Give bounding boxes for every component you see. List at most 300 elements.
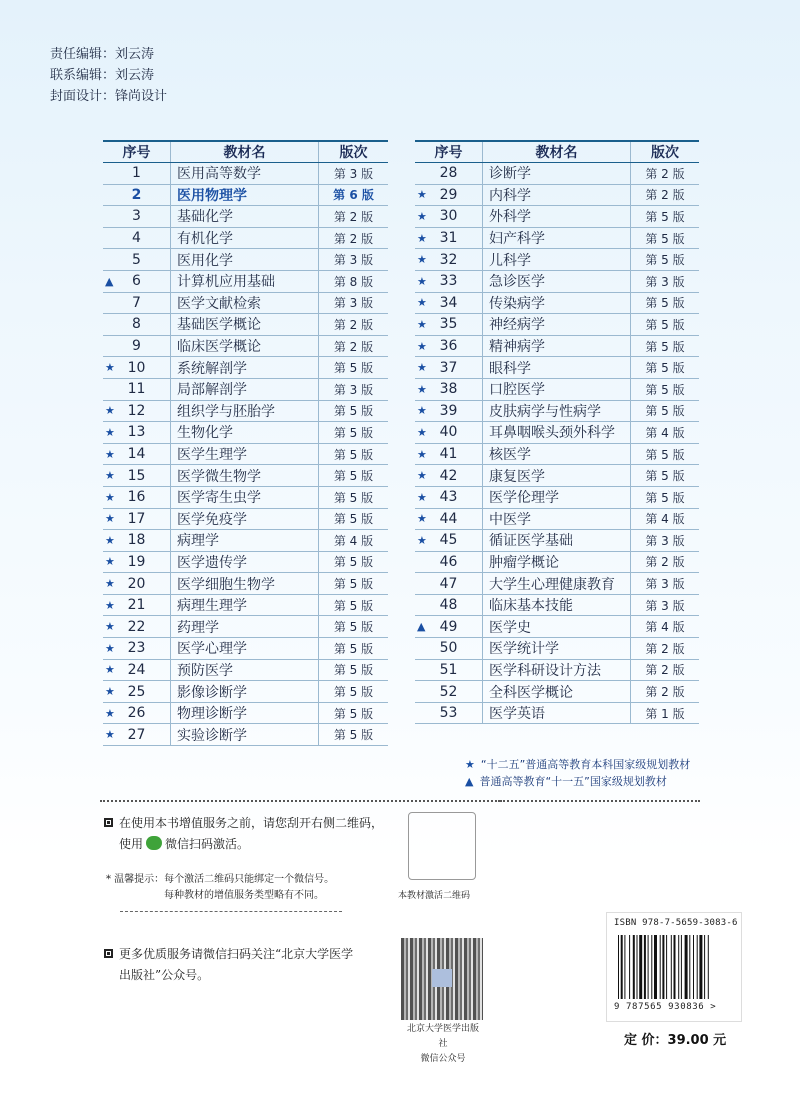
row-edition: 第 5 版: [333, 598, 374, 613]
row-title: 物理诊断学: [171, 703, 319, 724]
table-row: [415, 444, 699, 466]
barcode-bar: [678, 935, 679, 999]
row-number: [415, 573, 483, 594]
row-number: [415, 185, 483, 206]
isbn-text: ISBN 978-7-5659-3083-6: [614, 918, 738, 928]
row-edition: 第 3 版: [645, 577, 685, 592]
row-title: 全科医学概论: [483, 681, 631, 702]
table-row: [415, 206, 699, 228]
row-title: 急诊医学: [483, 271, 631, 292]
star-icon: ★: [417, 361, 427, 375]
row-title: 有机化学: [171, 228, 319, 249]
table-row: [103, 163, 388, 185]
star-icon: ★: [105, 685, 115, 699]
row-edition: 第 2 版: [645, 188, 685, 203]
star-icon: ★: [417, 296, 427, 310]
star-icon: ★: [105, 447, 115, 461]
row-number-text: 40: [439, 424, 458, 441]
row-edition: 第 2 版: [645, 663, 685, 678]
row-number-text: 37: [439, 359, 458, 376]
row-edition: 第 5 版: [333, 447, 374, 462]
row-number-text: 42: [439, 467, 458, 484]
row-edition: 第 2 版: [333, 231, 374, 246]
row-number-text: 25: [127, 683, 146, 700]
star-icon: ★: [417, 339, 427, 353]
star-icon: ★: [417, 425, 427, 439]
row-number-text: 1: [132, 165, 141, 182]
row-title: 系统解剖学: [171, 357, 319, 378]
row-edition: 第 6 版: [333, 188, 374, 203]
row-number: [103, 293, 171, 314]
legend-star: [465, 756, 690, 773]
row-number-text: 15: [127, 467, 146, 484]
table-row: [103, 509, 388, 531]
qr2-caption-line1: 北京大学医学出版社: [406, 1024, 479, 1049]
row-title: 口腔医学: [483, 379, 631, 400]
star-icon: ★: [105, 706, 115, 720]
row-edition: 第 4 版: [645, 620, 685, 635]
row-title: 眼科学: [483, 357, 631, 378]
star-icon: ★: [105, 620, 115, 634]
row-number-text: 32: [439, 251, 458, 268]
row-edition: 第 5 版: [333, 641, 374, 656]
row-edition: 第 3 版: [645, 274, 685, 289]
row-number: [103, 552, 171, 573]
row-number: [415, 465, 483, 486]
row-number: [415, 401, 483, 422]
triangle-icon: ▲: [465, 775, 474, 788]
barcode-bar: [648, 935, 649, 999]
divider: [100, 800, 500, 802]
row-number-text: 51: [439, 661, 458, 678]
activation-line2-pre: 使用: [119, 837, 144, 851]
row-title: 医学心理学: [171, 638, 319, 659]
table-row: [415, 271, 699, 293]
star-icon: ★: [105, 577, 115, 591]
legend: [465, 756, 690, 790]
row-edition: 第 5 版: [645, 317, 685, 332]
star-icon: ★: [417, 512, 427, 526]
row-edition: 第 5 版: [333, 728, 374, 743]
row-edition: 第 5 版: [645, 361, 685, 376]
bullet-square-icon: [104, 818, 113, 827]
row-edition: 第 5 版: [333, 512, 374, 527]
legend-star-text: “十二五”普通高等教育本科国家级规划教材: [480, 758, 691, 771]
row-edition: 第 5 版: [645, 253, 685, 268]
row-number: [415, 357, 483, 378]
row-title: 医用物理学: [171, 185, 319, 206]
textbook-table-left: [103, 140, 388, 746]
editor-credit: 责任编辑：刘云涛: [50, 47, 155, 62]
row-number-text: 23: [127, 640, 146, 657]
row-edition: 第 2 版: [645, 641, 685, 656]
credits-block: [50, 44, 167, 107]
row-number: [415, 681, 483, 702]
row-number-text: 44: [439, 510, 458, 527]
activation-line1: 在使用本书增值服务之前，请您刮开右侧二维码，: [119, 816, 384, 830]
wechat-icon: [146, 836, 162, 850]
row-title: 医学科研设计方法: [483, 660, 631, 681]
row-title: 药理学: [171, 616, 319, 637]
barcode-bar: [704, 935, 705, 999]
row-edition: 第 2 版: [333, 317, 374, 332]
row-number-text: 33: [439, 273, 458, 290]
row-edition: 第 3 版: [333, 382, 374, 397]
row-number: [415, 271, 483, 292]
row-number: [415, 552, 483, 573]
row-number-text: 16: [127, 489, 146, 506]
row-edition: 第 5 版: [645, 490, 685, 505]
row-title: 病理学: [171, 530, 319, 551]
row-number-text: 45: [439, 532, 458, 549]
row-number: [415, 616, 483, 637]
row-number-text: 36: [439, 338, 458, 355]
barcode-bar: [662, 935, 664, 999]
barcode-bar: [654, 935, 657, 999]
row-edition: 第 5 版: [645, 447, 685, 462]
barcode-bar: [629, 935, 630, 999]
follow-line1: 更多优质服务请微信扫码关注“北京大学医学: [119, 947, 354, 961]
barcode-bar: [671, 935, 672, 999]
wechat-official-account-qr[interactable]: [401, 938, 483, 1020]
header-edition: 版次: [651, 145, 679, 161]
tip-line1: * 温馨提示：每个激活二维码只能绑定一个微信号。: [106, 874, 335, 885]
activation-line2-post: 微信扫码激活。: [165, 837, 250, 851]
star-icon: ★: [417, 490, 427, 504]
row-edition: 第 5 版: [645, 296, 685, 311]
row-number: [103, 249, 171, 270]
row-number: [103, 163, 171, 184]
barcode-bar: [689, 935, 690, 999]
star-icon: ★: [417, 447, 427, 461]
row-number: [415, 249, 483, 270]
row-title: 生物化学: [171, 422, 319, 443]
dashed-divider: [120, 911, 342, 912]
star-icon: ★: [417, 469, 427, 483]
follow-line2: 出版社”公众号。: [119, 968, 210, 982]
tip-block: [106, 872, 334, 904]
table-row: [103, 314, 388, 336]
table-row: [415, 185, 699, 207]
row-number-text: 43: [439, 489, 458, 506]
row-number-text: 41: [439, 446, 458, 463]
table-row: [415, 703, 699, 725]
row-number-text: 38: [439, 381, 458, 398]
row-edition: 第 2 版: [645, 166, 685, 181]
row-number-text: 29: [439, 186, 458, 203]
table-row: [103, 595, 388, 617]
barcode-bar: [693, 935, 694, 999]
row-edition: 第 3 版: [333, 166, 374, 181]
row-number: [103, 465, 171, 486]
table-row: [103, 660, 388, 682]
barcode-bar: [639, 935, 642, 999]
row-number: [103, 660, 171, 681]
star-icon: ★: [417, 274, 427, 288]
star-icon: ★: [105, 641, 115, 655]
row-number-text: 21: [127, 597, 146, 614]
table-row: [415, 595, 699, 617]
legend-triangle-text: 普通高等教育“十一五”国家级规划教材: [479, 775, 667, 788]
table-row: [415, 487, 699, 509]
row-title: 医学统计学: [483, 638, 631, 659]
table-row: [103, 422, 388, 444]
star-icon: ★: [105, 728, 115, 742]
row-edition: 第 5 版: [645, 339, 685, 354]
row-edition: 第 5 版: [333, 555, 374, 570]
row-title: 医学微生物学: [171, 465, 319, 486]
row-edition: 第 8 版: [333, 274, 374, 289]
triangle-icon: ▲: [417, 620, 426, 634]
row-edition: 第 3 版: [645, 598, 685, 613]
row-number: [103, 357, 171, 378]
table-row: [103, 681, 388, 703]
table-row: [103, 206, 388, 228]
divider: [500, 800, 700, 802]
barcode-bar: [699, 935, 702, 999]
row-number: [415, 379, 483, 400]
row-number: [415, 703, 483, 724]
row-number: [103, 530, 171, 551]
row-number: [103, 595, 171, 616]
table-row: [103, 616, 388, 638]
barcode-bar: [674, 935, 676, 999]
row-edition: 第 5 版: [333, 706, 374, 721]
row-title: 医学细胞生物学: [171, 573, 319, 594]
row-title: 外科学: [483, 206, 631, 227]
star-icon: ★: [105, 469, 115, 483]
row-number-text: 34: [439, 294, 458, 311]
bullet-square-icon: [104, 949, 113, 958]
row-title: 临床医学概论: [171, 336, 319, 357]
table-row: [415, 465, 699, 487]
table-row: [103, 249, 388, 271]
star-icon: ★: [417, 404, 427, 418]
table-row: [103, 271, 388, 293]
star-icon: ★: [105, 425, 115, 439]
row-edition: 第 3 版: [645, 533, 685, 548]
barcode-bar: [624, 935, 625, 999]
star-icon: ★: [417, 533, 427, 547]
star-icon: ★: [417, 209, 427, 223]
row-number-text: 9: [132, 338, 141, 355]
textbook-table-right: [415, 140, 699, 724]
star-icon: ★: [105, 533, 115, 547]
row-number: [415, 163, 483, 184]
row-edition: 第 3 版: [333, 253, 374, 268]
table-row: [415, 293, 699, 315]
table-row: [415, 336, 699, 358]
table-row: [415, 616, 699, 638]
row-title: 影像诊断学: [171, 681, 319, 702]
row-title: 医学寄生虫学: [171, 487, 319, 508]
row-title: 实验诊断学: [171, 724, 319, 745]
row-number-text: 13: [127, 424, 146, 441]
row-title: 医学文献检索: [171, 293, 319, 314]
row-number: [415, 638, 483, 659]
row-edition: 第 5 版: [645, 382, 685, 397]
barcode-bar: [644, 935, 646, 999]
row-edition: 第 5 版: [333, 663, 374, 678]
barcode: [618, 935, 736, 999]
row-number-text: 14: [127, 446, 146, 463]
row-edition: 第 1 版: [645, 706, 685, 721]
row-title: 医学英语: [483, 703, 631, 724]
star-icon: ★: [417, 231, 427, 245]
row-number-text: 12: [127, 402, 146, 419]
row-number-text: 27: [127, 726, 146, 743]
row-edition: 第 5 版: [645, 231, 685, 246]
star-icon: ★: [417, 317, 427, 331]
row-edition: 第 5 版: [333, 620, 374, 635]
table-row: [103, 724, 388, 746]
tip-line2: 每种教材的增值服务类型略有不同。: [164, 890, 324, 901]
table-row: [103, 530, 388, 552]
row-title: 传染病学: [483, 293, 631, 314]
row-number-text: 47: [439, 575, 458, 592]
row-number-text: 20: [127, 575, 146, 592]
table-row: [415, 314, 699, 336]
row-number: [103, 422, 171, 443]
row-number: [103, 509, 171, 530]
row-edition: 第 3 版: [333, 296, 374, 311]
row-number-text: 28: [439, 165, 458, 182]
table-row: [103, 336, 388, 358]
table-row: [415, 422, 699, 444]
barcode-bar: [697, 935, 698, 999]
header-edition: 版次: [339, 145, 368, 161]
row-number-text: 46: [439, 553, 458, 570]
row-edition: 第 4 版: [645, 512, 685, 527]
row-title: 内科学: [483, 185, 631, 206]
table-row: [103, 638, 388, 660]
table-row: [415, 357, 699, 379]
contact-editor-credit: 联系编辑：刘云涛: [50, 68, 155, 83]
row-number: [415, 336, 483, 357]
row-number: [103, 444, 171, 465]
row-title: 肿瘤学概论: [483, 552, 631, 573]
row-title: 局部解剖学: [171, 379, 319, 400]
qr2-caption-line2: 微信公众号: [420, 1054, 466, 1064]
row-title: 康复医学: [483, 465, 631, 486]
row-title: 基础医学概论: [171, 314, 319, 335]
qr-center-logo: [432, 969, 452, 987]
table-row: [103, 293, 388, 315]
table-row: [415, 249, 699, 271]
row-number: [415, 314, 483, 335]
row-edition: 第 5 版: [645, 404, 685, 419]
row-title: 儿科学: [483, 249, 631, 270]
barcode-bar: [708, 935, 709, 999]
table-row: [415, 638, 699, 660]
row-edition: 第 5 版: [333, 469, 374, 484]
header-num: 序号: [103, 142, 171, 162]
star-icon: ★: [105, 361, 115, 375]
star-icon: ★: [105, 490, 115, 504]
row-number: [103, 206, 171, 227]
row-number: [415, 487, 483, 508]
header-num: 序号: [415, 142, 483, 162]
follow-notice: [104, 944, 353, 986]
barcode-bar: [633, 935, 635, 999]
table-row: [103, 465, 388, 487]
row-number-text: 49: [439, 618, 458, 635]
cover-design-credit: 封面设计：锋尚设计: [50, 89, 168, 104]
table-row: [415, 573, 699, 595]
row-number: [103, 703, 171, 724]
row-edition: 第 5 版: [645, 469, 685, 484]
row-number: [415, 660, 483, 681]
row-number-text: 4: [132, 230, 141, 247]
row-number: [103, 228, 171, 249]
barcode-bar: [637, 935, 638, 999]
row-title: 耳鼻咽喉头颈外科学: [483, 422, 631, 443]
row-number-text: 48: [439, 597, 458, 614]
row-number-text: 22: [127, 618, 146, 635]
table-row: [415, 660, 699, 682]
row-number-text: 50: [439, 640, 458, 657]
row-number: [103, 314, 171, 335]
row-number: [103, 616, 171, 637]
row-number: [415, 509, 483, 530]
row-title: 核医学: [483, 444, 631, 465]
header-name: 教材名: [171, 142, 319, 162]
table-row: [415, 530, 699, 552]
row-edition: 第 2 版: [645, 555, 685, 570]
star-icon: ★: [105, 512, 115, 526]
row-edition: 第 5 版: [333, 404, 374, 419]
row-number: [103, 638, 171, 659]
row-number: [415, 595, 483, 616]
activation-qr-scratch-area[interactable]: [408, 812, 476, 880]
star-icon: ★: [417, 253, 427, 267]
header-name: 教材名: [483, 142, 631, 162]
row-title: 妇产科学: [483, 228, 631, 249]
row-title: 医学伦理学: [483, 487, 631, 508]
row-title: 医用高等数学: [171, 163, 319, 184]
row-number: [415, 422, 483, 443]
row-title: 大学生心理健康教育: [483, 573, 631, 594]
row-edition: 第 5 版: [333, 685, 374, 700]
row-number-text: 3: [132, 208, 141, 225]
row-number-text: 30: [439, 208, 458, 225]
table-header: [415, 140, 699, 163]
table-row: [415, 163, 699, 185]
row-number: [103, 401, 171, 422]
row-number-text: 19: [127, 553, 146, 570]
row-number-text: 11: [127, 381, 146, 398]
barcode-bar: [681, 935, 682, 999]
row-number-text: 26: [127, 705, 146, 722]
row-number: [415, 206, 483, 227]
legend-triangle: [465, 773, 690, 790]
row-number-text: 18: [127, 532, 146, 549]
row-edition: 第 5 版: [645, 209, 685, 224]
row-number-text: 39: [439, 402, 458, 419]
row-title: 医学史: [483, 616, 631, 637]
row-number: [415, 293, 483, 314]
star-icon: ★: [105, 404, 115, 418]
row-number: [103, 681, 171, 702]
row-number-text: 53: [439, 705, 458, 722]
row-edition: 第 2 版: [333, 339, 374, 354]
row-number: [415, 530, 483, 551]
row-title: 临床基本技能: [483, 595, 631, 616]
table-row: [103, 357, 388, 379]
row-number: [415, 228, 483, 249]
row-number-text: 24: [127, 661, 146, 678]
row-edition: 第 5 版: [333, 577, 374, 592]
